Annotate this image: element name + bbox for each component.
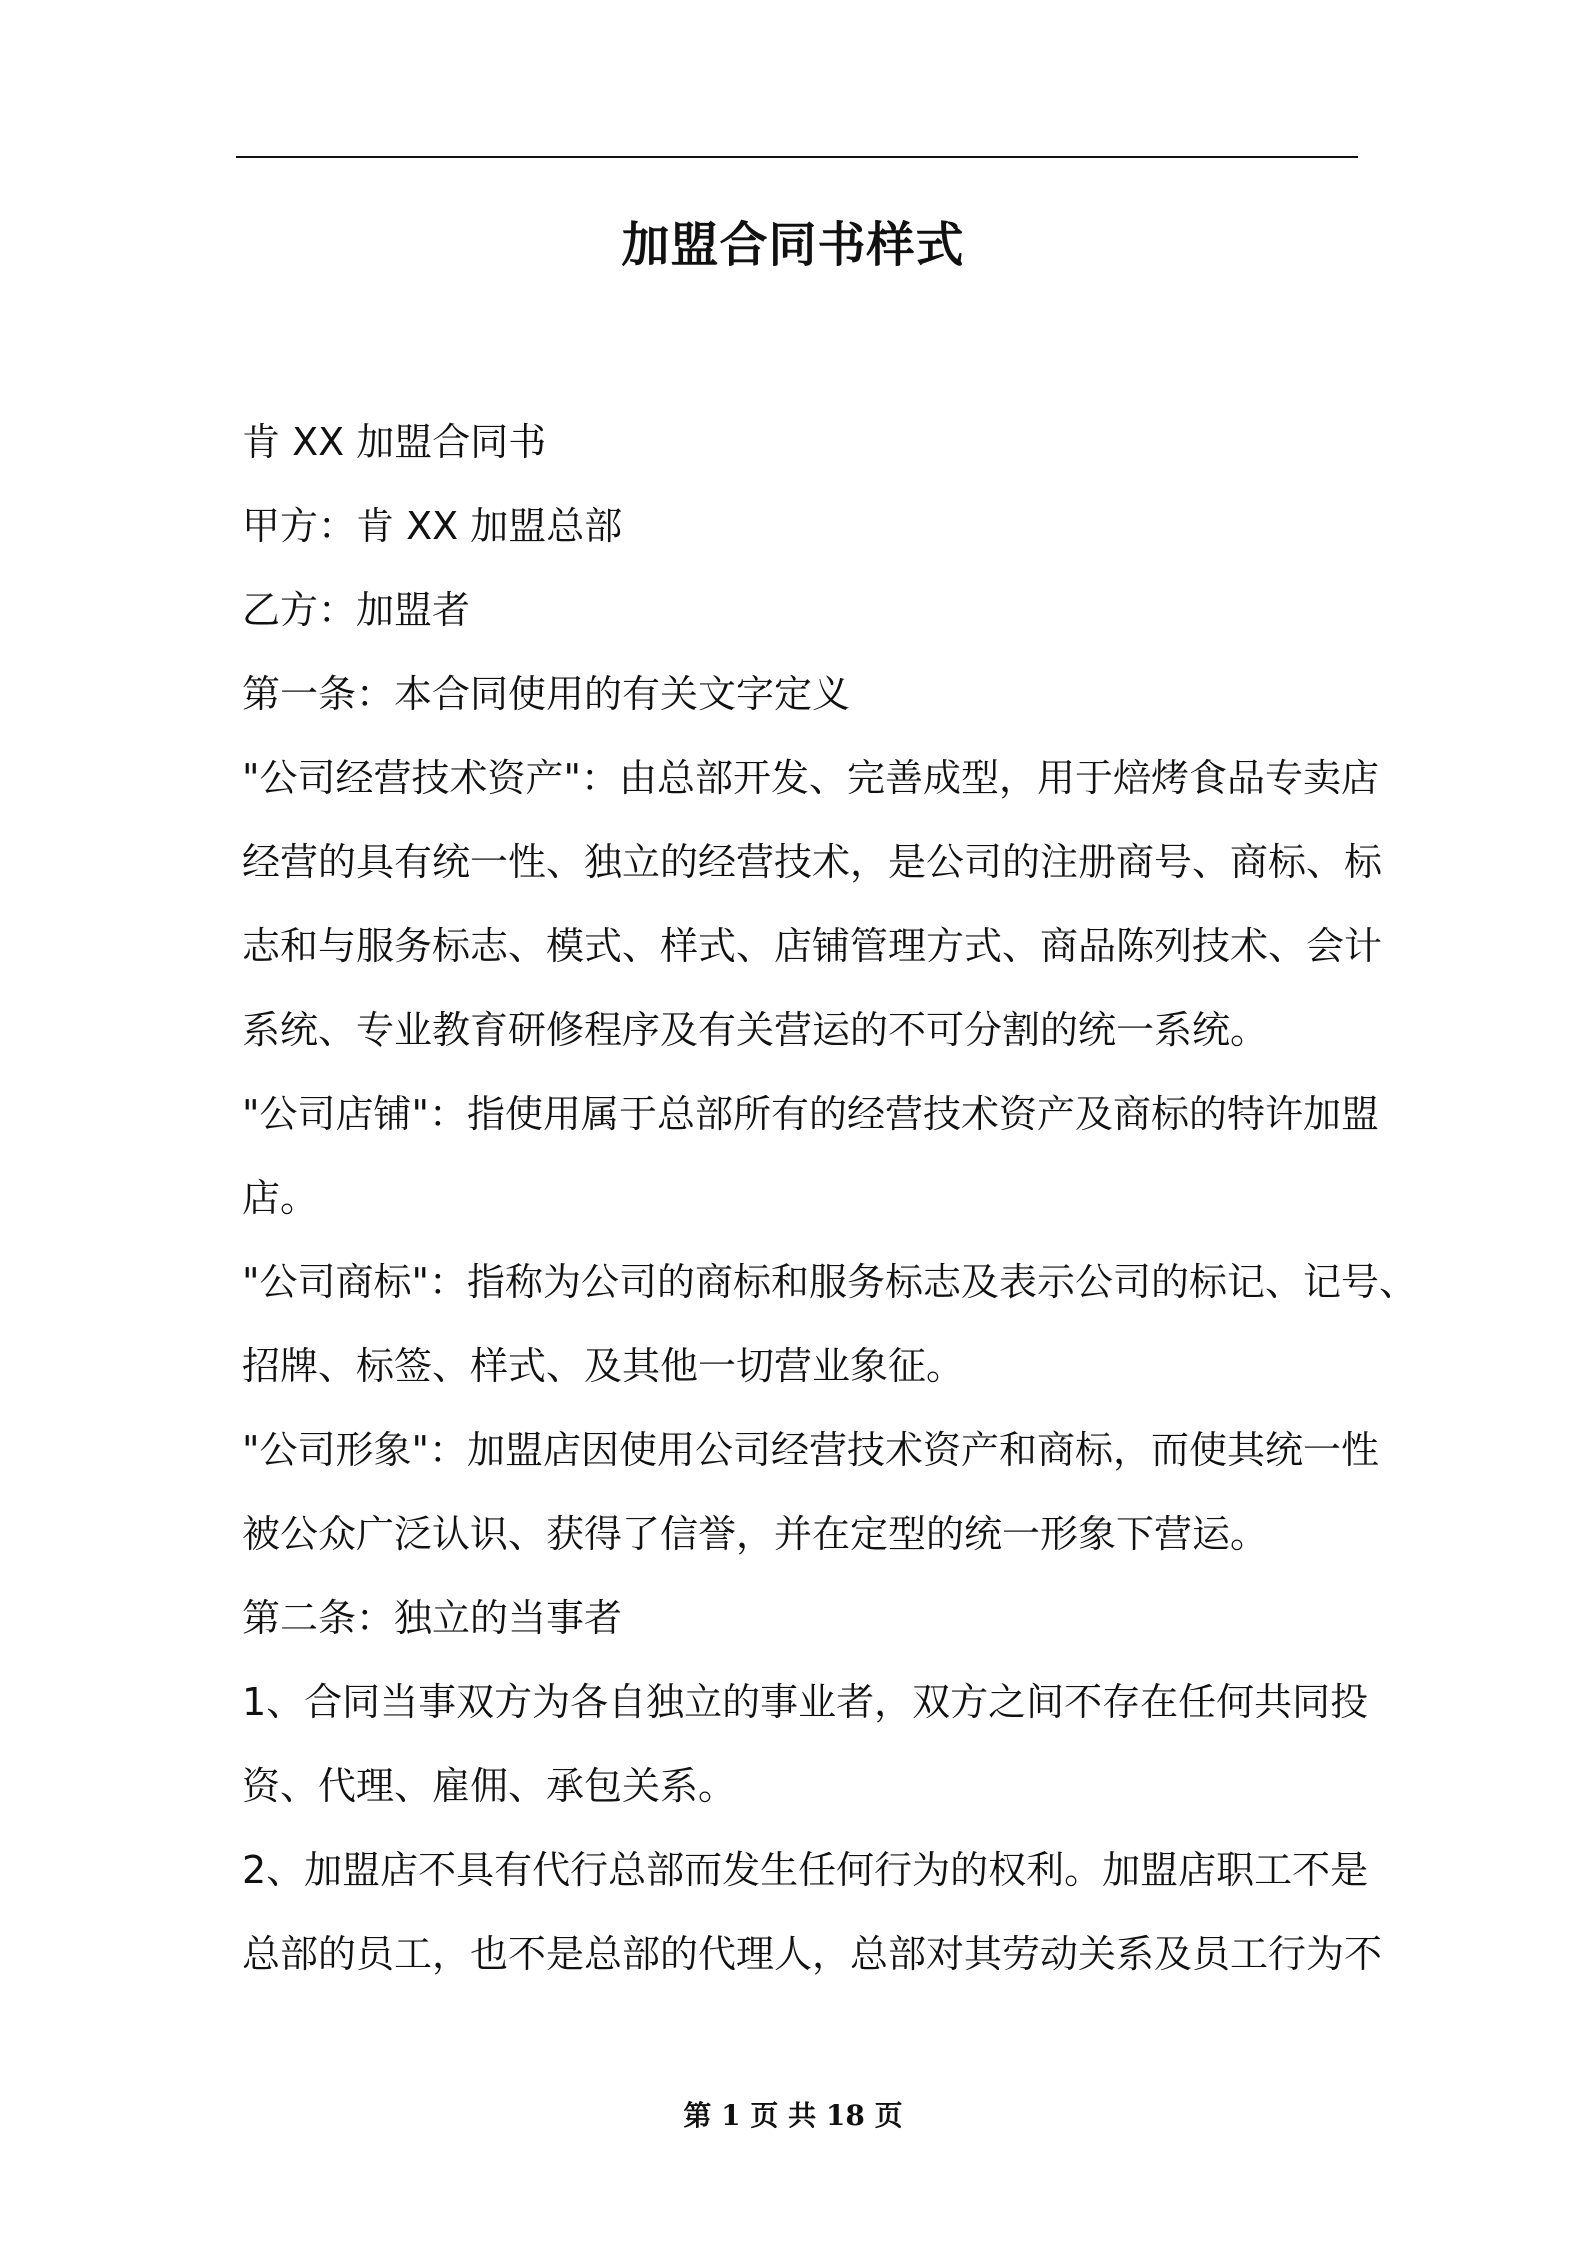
body-line: 招牌、标签、样式、及其他一切营业象征。 bbox=[242, 1344, 965, 1388]
document-body bbox=[242, 400, 1417, 1996]
body-line: "公司经营技术资产"：由总部开发、完善成型，用于焙烤食品专卖店 bbox=[242, 756, 1379, 800]
body-line: "公司店铺"：指使用属于总部所有的经营技术资产及商标的特许加盟 bbox=[242, 1092, 1379, 1136]
header-rule bbox=[236, 156, 1358, 158]
contract-name-line: 肯 XX 加盟合同书 bbox=[242, 420, 547, 464]
body-line: 经营的具有统一性、独立的经营技术，是公司的注册商号、商标、标 bbox=[242, 840, 1383, 884]
body-line: 1、合同当事双方为各自独立的事业者，双方之间不存在任何共同投 bbox=[242, 1680, 1369, 1724]
body-line: "公司商标"：指称为公司的商标和服务标志及表示公司的标记、记号、 bbox=[242, 1260, 1417, 1304]
body-line: "公司形象"：加盟店因使用公司经营技术资产和商标，而使其统一性 bbox=[242, 1428, 1379, 1472]
body-line: 店。 bbox=[242, 1176, 319, 1220]
party-b-line: 乙方：加盟者 bbox=[242, 588, 471, 632]
party-a-line: 甲方：肯 XX 加盟总部 bbox=[242, 504, 623, 548]
body-line: 志和与服务标志、模式、样式、店铺管理方式、商品陈列技术、会计 bbox=[242, 924, 1383, 968]
body-line: 总部的员工，也不是总部的代理人，总部对其劳动关系及员工行为不 bbox=[242, 1932, 1383, 1976]
page-number: 第 1 页 共 18 页 bbox=[683, 2099, 903, 2132]
article-1-heading: 第一条：本合同使用的有关文字定义 bbox=[242, 672, 851, 716]
document-title: 加盟合同书样式 bbox=[621, 217, 965, 273]
body-line: 被公众广泛认识、获得了信誉，并在定型的统一形象下营运。 bbox=[242, 1512, 1269, 1556]
article-2-heading: 第二条：独立的当事者 bbox=[242, 1596, 623, 1640]
body-line: 资、代理、雇佣、承包关系。 bbox=[242, 1764, 737, 1808]
body-line: 系统、专业教育研修程序及有关营运的不可分割的统一系统。 bbox=[242, 1008, 1269, 1052]
body-line: 2、加盟店不具有代行总部而发生任何行为的权利。加盟店职工不是 bbox=[242, 1848, 1369, 1892]
